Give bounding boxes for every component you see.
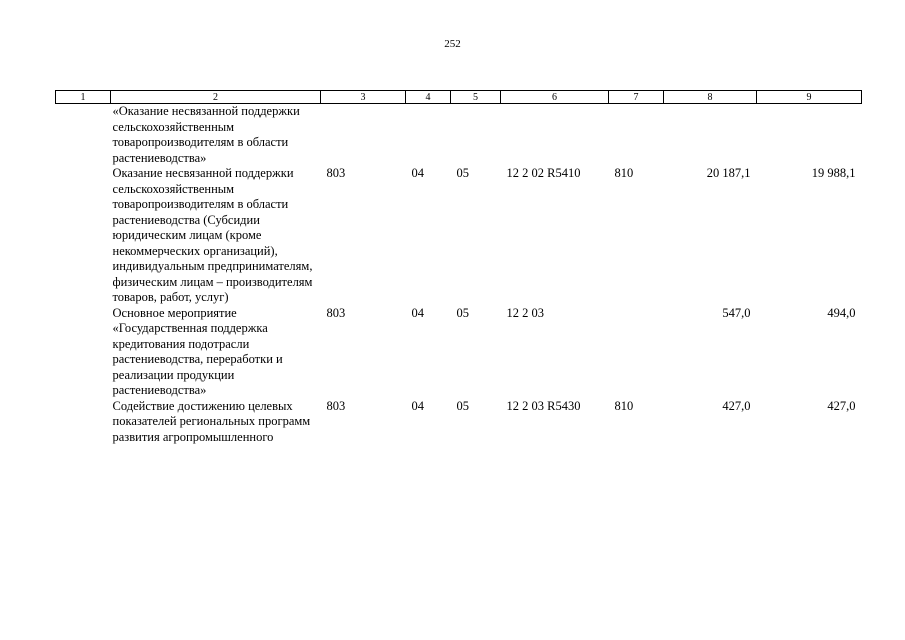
row-pr: 05 <box>456 305 469 320</box>
table-header <box>56 91 862 104</box>
row-name: Содействие достижению целевых показателей региональных программ развития агропромышленного <box>112 398 311 444</box>
header-col-3: 3 <box>321 91 406 104</box>
row-index-cell <box>56 399 111 446</box>
row-pr: 05 <box>456 398 469 413</box>
header-col-8: 8 <box>664 91 757 104</box>
row-rz: 04 <box>411 166 424 180</box>
table-row <box>56 306 862 399</box>
header-col-1: 1 <box>56 91 111 104</box>
table-row <box>56 399 862 446</box>
row-sum-1: 20 187,1 <box>706 166 751 180</box>
row-name: Оказание несвязанной поддержки сельскохозяйственным товаропроизводителям в области растениеводства (Субсидии юридическим лицам (кроме некоммерческих организаций), индивидуальным предпринимателям, физическим лицам – производителям товаров, работ, услуг) <box>112 166 313 304</box>
header-row <box>56 91 862 104</box>
row-sum-1 <box>664 104 757 167</box>
row-sum-1: 547,0 <box>722 305 751 320</box>
header-col-9: 9 <box>757 91 862 104</box>
row-gr: 803 <box>326 398 346 413</box>
header-col-2: 2 <box>111 91 321 104</box>
row-index-cell <box>56 306 111 399</box>
row-sum-2: 19 988,1 <box>811 166 856 180</box>
row-index-cell <box>56 166 111 306</box>
row-vr <box>609 104 664 167</box>
row-gr: 803 <box>326 166 346 180</box>
header-col-6: 6 <box>501 91 609 104</box>
header-col-5: 5 <box>451 91 501 104</box>
budget-table <box>55 90 862 445</box>
row-rz: 04 <box>411 398 424 413</box>
row-vr <box>609 306 664 399</box>
row-gr: 803 <box>326 305 346 320</box>
row-csr: 12 2 03 R5430 <box>506 398 581 413</box>
header-col-4: 4 <box>406 91 451 104</box>
row-sum-2: 427,0 <box>827 398 856 413</box>
row-gr <box>321 104 406 167</box>
row-csr: 12 2 03 <box>506 305 544 320</box>
row-rz <box>406 104 451 167</box>
row-index-cell <box>56 104 111 167</box>
row-csr <box>501 104 609 167</box>
row-sum-2 <box>757 104 862 167</box>
row-pr: 05 <box>456 166 469 180</box>
table-row <box>56 104 862 167</box>
row-name: Основное мероприятие «Государственная поддержка кредитования подотрасли растениеводства, переработки и реализации продукции растениеводства» <box>112 305 283 397</box>
row-rz: 04 <box>411 305 424 320</box>
row-sum-1: 427,0 <box>722 398 751 413</box>
row-csr: 12 2 02 R5410 <box>506 166 581 180</box>
header-col-7: 7 <box>609 91 664 104</box>
row-pr <box>451 104 501 167</box>
row-name: «Оказание несвязанной поддержки сельскохозяйственным товаропроизводителям в области растениеводства» <box>112 104 300 165</box>
page-number: 252 <box>444 38 461 50</box>
row-vr: 810 <box>614 398 634 413</box>
row-vr: 810 <box>614 166 634 180</box>
row-sum-2: 494,0 <box>827 305 856 320</box>
table-row <box>56 166 862 306</box>
table-body <box>56 104 862 446</box>
